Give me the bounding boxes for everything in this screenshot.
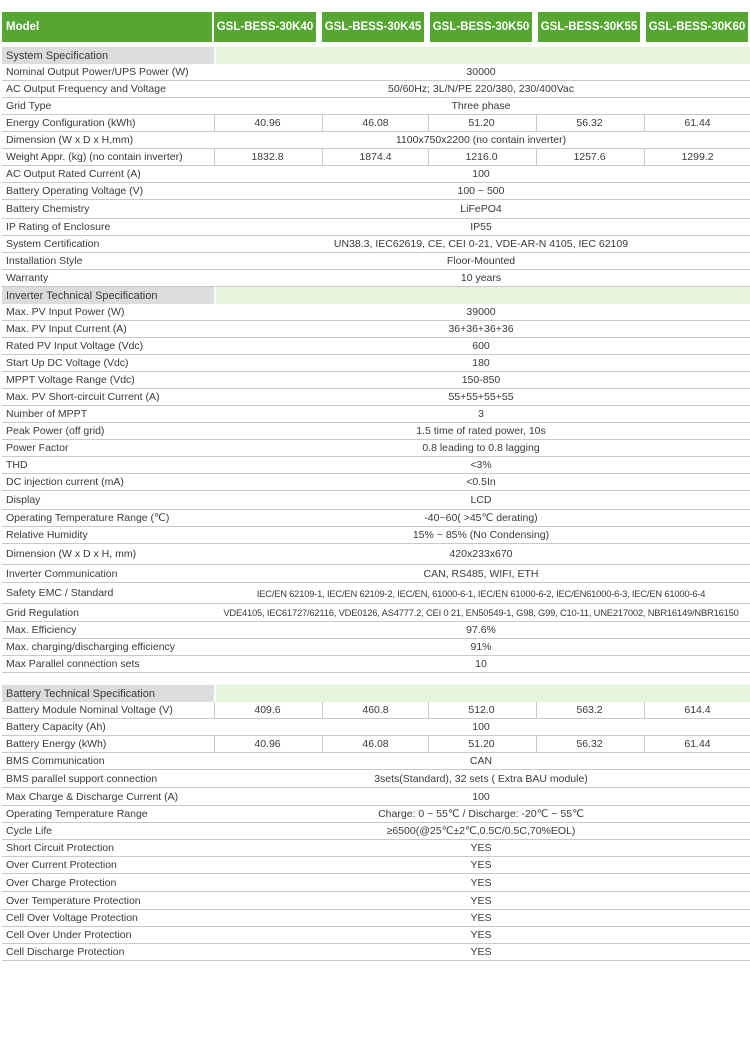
spec-row <box>2 719 750 736</box>
spec-label: Battery Energy (kWh) <box>6 738 107 750</box>
model-column-header: GSL-BESS-30K60 <box>646 12 748 42</box>
spec-row <box>2 236 750 253</box>
spec-value: IEC/EN 62109-1, IEC/EN 62109-2, IEC/EN, 61000-6-1, IEC/EN 61000-6-2, IEC/EN61000-6-3, IEC/EN 61000-6-4 <box>256 587 706 599</box>
spec-label: Battery Operating Voltage (V) <box>6 185 144 197</box>
spec-value: 91% <box>470 641 492 653</box>
spec-value: 0.8 leading to 0.8 lagging <box>422 442 540 454</box>
spec-row <box>2 321 750 338</box>
spec-value: 55+55+55+55 <box>448 391 514 403</box>
spec-row <box>2 544 750 565</box>
spec-row <box>2 910 750 927</box>
spec-label: Max Charge & Discharge Current (A) <box>6 790 179 803</box>
section-header <box>2 287 750 304</box>
spec-row <box>2 219 750 236</box>
spec-value: 600 <box>472 340 490 352</box>
spec-value: YES <box>470 894 492 907</box>
model-column-header: GSL-BESS-30K55 <box>538 12 640 42</box>
spec-label: Dimension (W x D x H,mm) <box>6 134 134 146</box>
spec-label: BMS Communication <box>6 755 105 767</box>
spec-row <box>2 788 750 806</box>
spec-value: 100 <box>472 790 490 803</box>
spec-value-cell: 46.08 <box>322 736 428 752</box>
spec-value-cell: 40.96 <box>214 736 320 752</box>
section-header-fill <box>216 685 750 702</box>
spec-value: 39000 <box>466 306 496 318</box>
spec-label: Energy Configuration (kWh) <box>6 117 136 129</box>
spec-value: ≥6500(@25℃±2℃,0.5C/0.5C,70%EOL) <box>386 825 576 837</box>
spec-row <box>2 510 750 527</box>
section-title: Battery Technical Specification <box>2 685 214 702</box>
model-column-header: GSL-BESS-30K40 <box>214 12 316 42</box>
spec-value: YES <box>470 859 492 871</box>
spec-row <box>2 406 750 423</box>
spec-value-cell: 512.0 <box>428 702 534 718</box>
spec-label: Over Current Protection <box>6 859 117 871</box>
spec-value: YES <box>470 912 492 924</box>
spec-row <box>2 874 750 892</box>
spec-label: Cell Discharge Protection <box>6 946 125 958</box>
spec-label: Peak Power (off grid) <box>6 425 105 437</box>
spec-value: -40~60( >45℃ derating) <box>424 512 538 524</box>
model-column-header: GSL-BESS-30K50 <box>430 12 532 42</box>
spec-value: LiFePO4 <box>460 203 502 215</box>
spec-value: 3 <box>478 408 484 420</box>
spec-row <box>2 132 750 149</box>
spec-row <box>2 98 750 115</box>
spec-label: Over Charge Protection <box>6 876 117 889</box>
spec-value: 3sets(Standard), 32 sets ( Extra BAU module) <box>374 772 588 785</box>
spec-row <box>2 604 750 622</box>
spec-row <box>2 474 750 491</box>
spec-value-cell: 460.8 <box>322 702 428 718</box>
spec-label: BMS parallel support connection <box>6 772 158 785</box>
spec-value-cell: 1299.2 <box>644 149 750 165</box>
spec-row <box>2 702 750 719</box>
spec-label: Short Circuit Protection <box>6 842 114 854</box>
spec-label: Grid Regulation <box>6 606 79 619</box>
spec-label: Cell Over Under Protection <box>6 929 132 941</box>
model-header-cell: Model <box>2 12 212 42</box>
section-title: System Specification <box>2 47 214 64</box>
spec-label: Safety EMC / Standard <box>6 587 114 599</box>
section-title: Inverter Technical Specification <box>2 287 214 304</box>
spec-value: 30000 <box>466 66 496 78</box>
spec-row <box>2 338 750 355</box>
spec-row <box>2 253 750 270</box>
spec-value: YES <box>470 876 492 889</box>
spec-row <box>2 927 750 944</box>
spec-label: Battery Chemistry <box>6 203 90 215</box>
spec-row <box>2 115 750 132</box>
spec-value: 100 <box>472 168 490 180</box>
spec-row <box>2 372 750 389</box>
section-header <box>2 47 750 64</box>
spec-label: AC Output Rated Current (A) <box>6 168 141 180</box>
spec-label: Max. charging/discharging efficiency <box>6 641 176 653</box>
spec-label: Installation Style <box>6 255 83 267</box>
spec-row <box>2 440 750 457</box>
spec-value: YES <box>470 842 492 854</box>
spec-value: IP55 <box>470 221 492 233</box>
spec-label: IP Rating of Enclosure <box>6 221 111 233</box>
spec-row <box>2 64 750 81</box>
spec-label: System Certification <box>6 238 100 250</box>
spec-value: VDE4105, IEC61727/62116, VDE0126, AS4777.2, CEI 0 21, EN50549-1, G98, G99, C10-11, UNE217002, NBR16149/NBR16150 <box>223 607 739 618</box>
spec-label: Max. PV Input Current (A) <box>6 323 127 335</box>
spec-label: Cycle Life <box>6 825 53 837</box>
spec-label: Nominal Output Power/UPS Power (W) <box>6 66 189 78</box>
spec-value: Charge: 0 ~ 55℃ / Discharge: -20℃ ~ 55℃ <box>378 808 584 820</box>
section-header-fill <box>216 287 750 304</box>
spec-value: YES <box>470 946 492 958</box>
spec-row <box>2 736 750 753</box>
spec-value: 100 <box>472 721 490 733</box>
spec-label: Cell Over Voltage Protection <box>6 912 138 924</box>
spec-row <box>2 166 750 183</box>
spec-row <box>2 892 750 910</box>
spec-label: Rated PV Input Voltage (Vdc) <box>6 340 144 352</box>
spec-row <box>2 149 750 166</box>
spec-value-cell: 563.2 <box>536 702 642 718</box>
spec-value: <0.5In <box>466 476 496 488</box>
spec-value: 10 <box>475 658 487 670</box>
spec-label: Warranty <box>6 272 49 284</box>
spec-row <box>2 944 750 961</box>
spec-label: THD <box>6 459 28 471</box>
spec-label: Operating Temperature Range <box>6 808 148 820</box>
spec-label: Relative Humidity <box>6 529 88 541</box>
spec-label: Over Temperature Protection <box>6 894 141 907</box>
spec-row <box>2 565 750 583</box>
spec-label: DC injection current (mA) <box>6 476 124 488</box>
spec-value: 100 ~ 500 <box>457 185 505 197</box>
spec-value-cell: 1874.4 <box>322 149 428 165</box>
spec-row <box>2 81 750 98</box>
spec-row <box>2 823 750 840</box>
spec-value: 15% ~ 85% (No Condensing) <box>412 529 550 541</box>
spec-row <box>2 753 750 770</box>
spec-row <box>2 355 750 372</box>
spec-label: Grid Type <box>6 100 52 112</box>
spec-value: YES <box>470 929 492 941</box>
spec-label: Inverter Communication <box>6 567 118 580</box>
spec-value: CAN, RS485, WIFI, ETH <box>423 567 539 580</box>
spec-value: 36+36+36+36 <box>448 323 514 335</box>
spec-value-cell: 56.32 <box>536 736 642 752</box>
spec-row <box>2 622 750 639</box>
spec-value: 180 <box>472 357 490 369</box>
spec-label: Max. Efficiency <box>6 624 77 636</box>
spec-row <box>2 304 750 321</box>
spec-value: 1.5 time of rated power, 10s <box>416 425 546 437</box>
spec-value-cell: 1216.0 <box>428 149 534 165</box>
spec-label: AC Output Frequency and Voltage <box>6 83 166 95</box>
spec-label: Max. PV Short-circuit Current (A) <box>6 391 160 403</box>
spec-value-cell: 51.20 <box>428 115 534 131</box>
spec-value: 420x233x670 <box>449 548 513 560</box>
spec-value-cell: 51.20 <box>428 736 534 752</box>
spec-label: Display <box>6 494 41 506</box>
spec-row <box>2 389 750 406</box>
spec-row <box>2 583 750 604</box>
spec-value: UN38.3, IEC62619, CE, CEI 0-21, VDE-AR-N 4105, IEC 62109 <box>333 238 629 250</box>
spec-value: 150-850 <box>461 374 501 386</box>
spec-value-cell: 409.6 <box>214 702 320 718</box>
spec-value-cell: 1832.8 <box>214 149 320 165</box>
spec-row <box>2 656 750 673</box>
spec-value: <3% <box>470 459 492 471</box>
spec-row <box>2 857 750 874</box>
spec-value-cell: 61.44 <box>644 115 750 131</box>
spec-row <box>2 491 750 510</box>
spec-row <box>2 457 750 474</box>
spec-row <box>2 423 750 440</box>
spec-row <box>2 806 750 823</box>
spec-value: 97.6% <box>466 624 496 636</box>
spec-label: Operating Temperature Range (℃) <box>6 512 170 524</box>
spec-row <box>2 183 750 200</box>
spec-row <box>2 639 750 656</box>
spec-value: 1100x750x2200 (no contain inverter) <box>395 134 567 146</box>
spec-label: Dimension (W x D x H, mm) <box>6 548 137 560</box>
spec-value-cell: 56.32 <box>536 115 642 131</box>
spec-value-cell: 1257.6 <box>536 149 642 165</box>
spec-label: Max Parallel connection sets <box>6 658 140 670</box>
spec-label: Number of MPPT <box>6 408 88 420</box>
section-header <box>2 685 750 702</box>
spec-value: Floor-Mounted <box>446 255 516 267</box>
spec-value: 10 years <box>460 272 502 284</box>
spec-label: Max. PV Input Power (W) <box>6 306 125 318</box>
spec-value-cell: 61.44 <box>644 736 750 752</box>
spec-label: Start Up DC Voltage (Vdc) <box>6 357 129 369</box>
spec-row <box>2 527 750 544</box>
spec-label: MPPT Voltage Range (Vdc) <box>6 374 135 386</box>
spec-label: Battery Capacity (Ah) <box>6 721 106 733</box>
spec-value: CAN <box>469 755 493 767</box>
section-header-fill <box>216 47 750 64</box>
spec-row <box>2 840 750 857</box>
spec-value: LCD <box>470 494 492 506</box>
spec-value-cell: 46.08 <box>322 115 428 131</box>
spec-label: Weight Appr. (kg) (no contain inverter) <box>6 151 183 163</box>
spec-row <box>2 770 750 788</box>
model-column-header: GSL-BESS-30K45 <box>322 12 424 42</box>
spec-value: 50/60Hz; 3L/N/PE 220/380, 230/400Vac <box>387 83 575 95</box>
spec-label: Battery Module Nominal Voltage (V) <box>6 704 173 716</box>
spec-value-cell: 614.4 <box>644 702 750 718</box>
spec-value: Three phase <box>451 100 511 112</box>
spec-label: Power Factor <box>6 442 69 454</box>
spec-row <box>2 200 750 219</box>
spec-value-cell: 40.96 <box>214 115 320 131</box>
spec-row <box>2 270 750 287</box>
